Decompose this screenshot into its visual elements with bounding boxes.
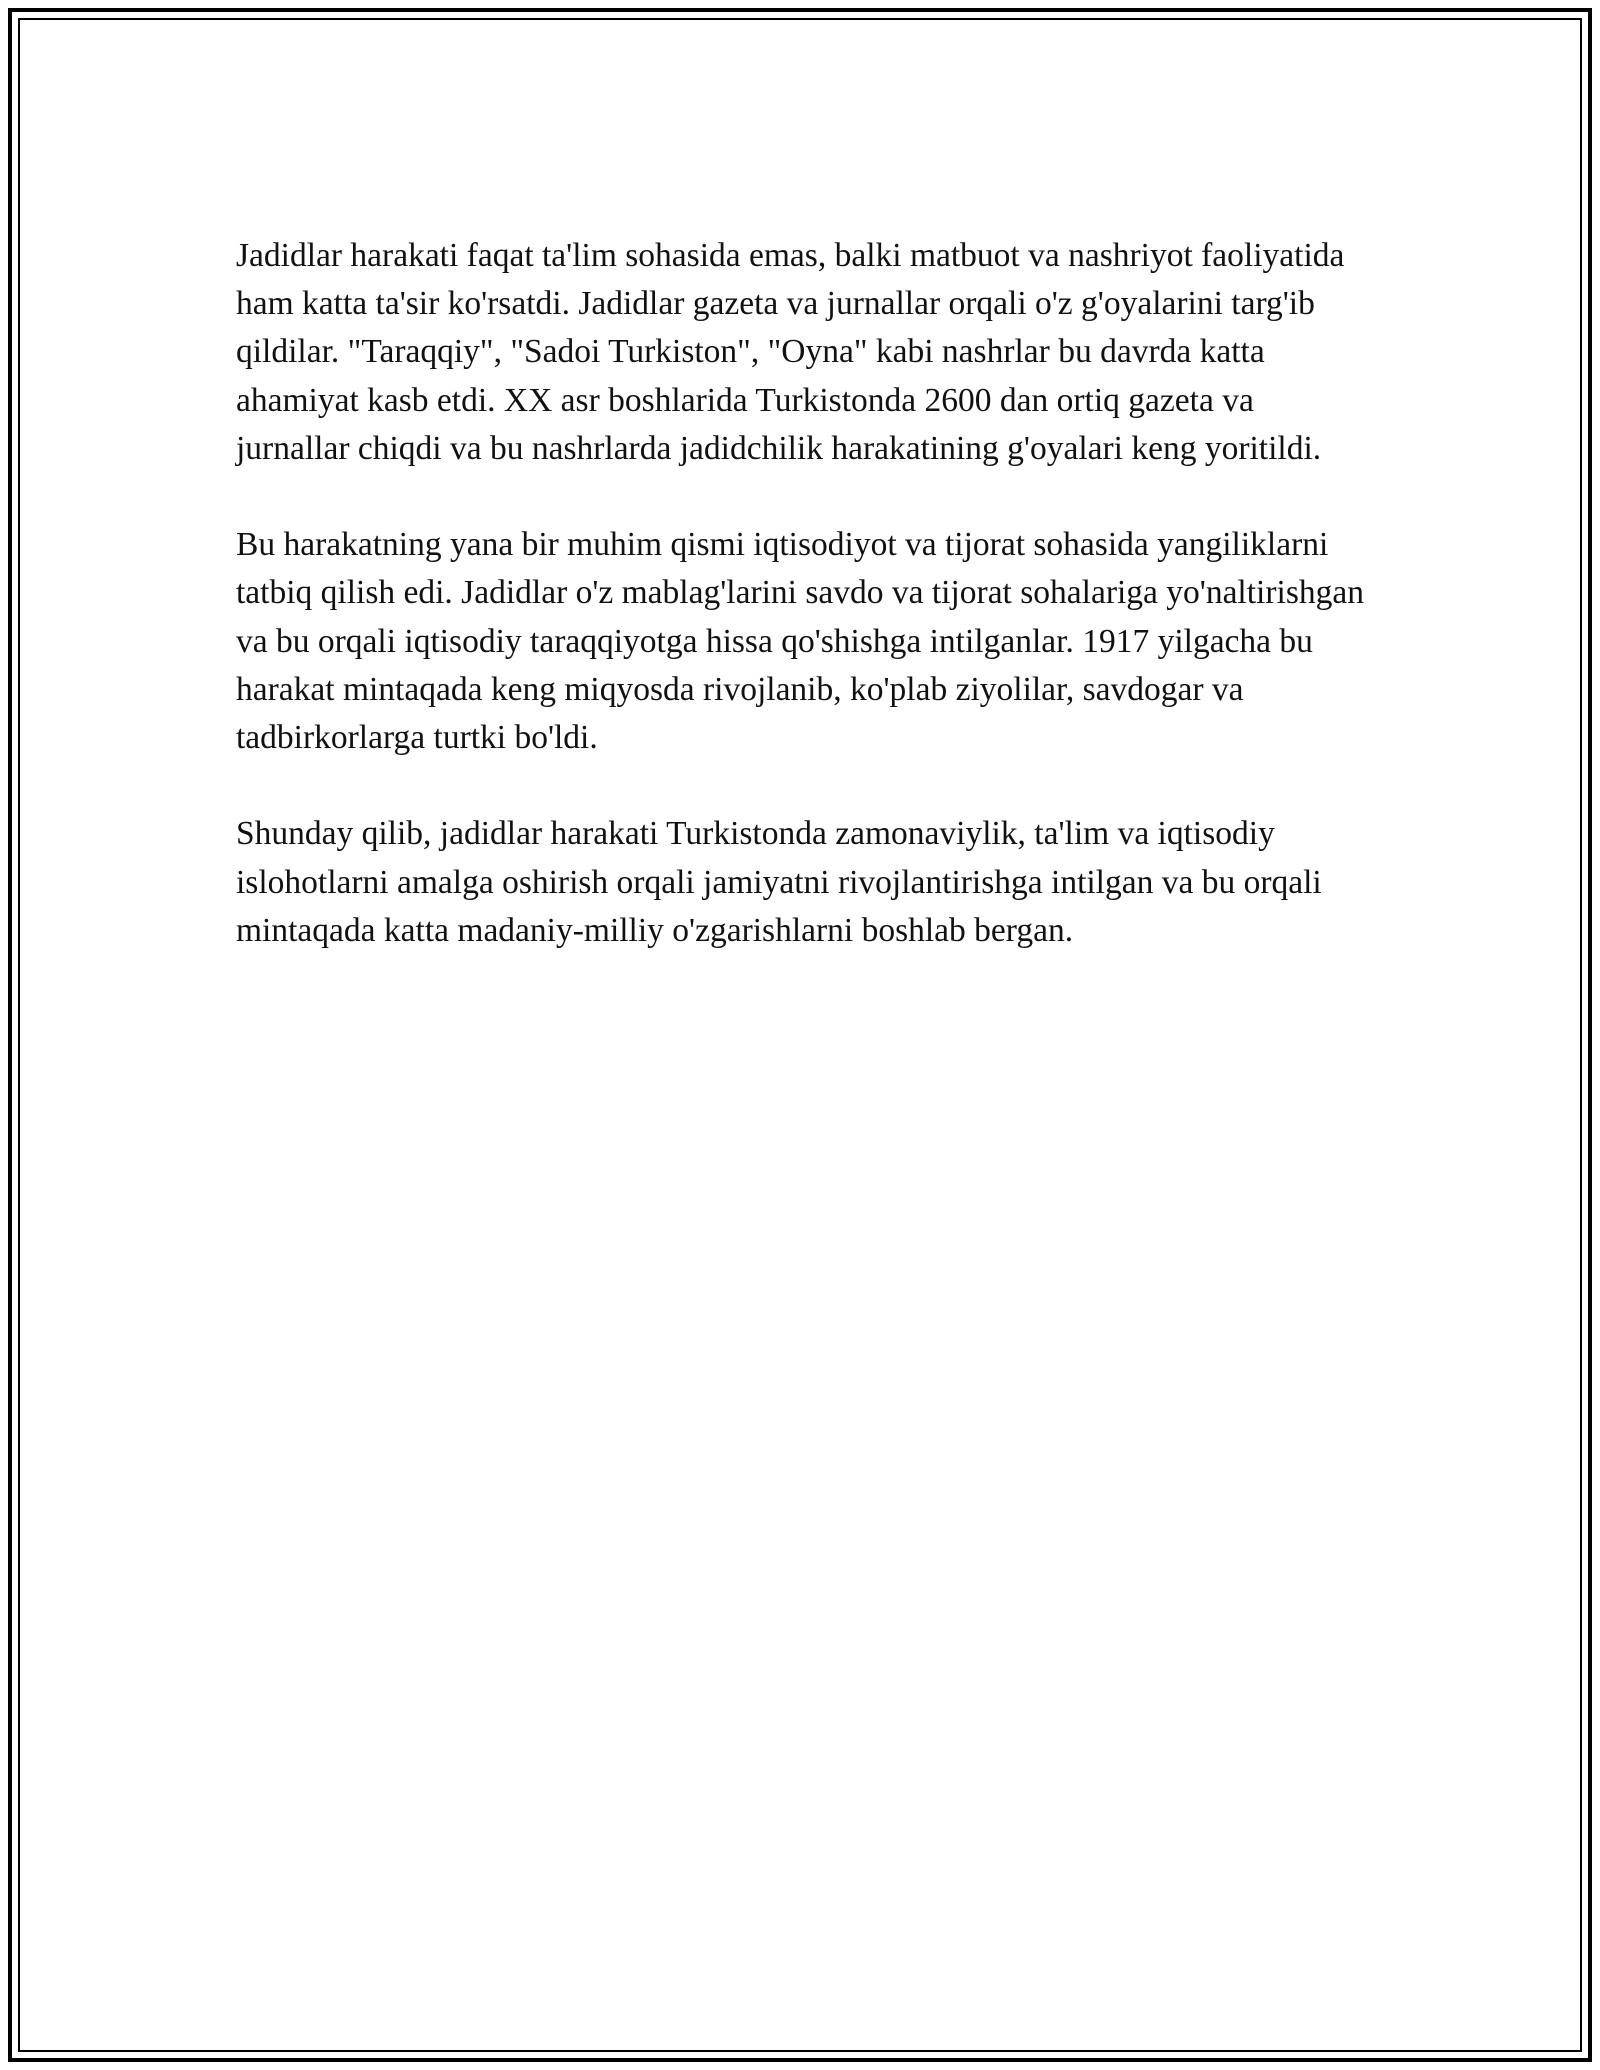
paragraph-economy: Bu harakatning yana bir muhim qismi iqtisodiyot va tijorat sohasida yangiliklarni tatbiq qilish edi. Jadidlar o'z mablag'larini savdo va tijorat sohalariga yo'naltirishgan va bu orqali iqtisodiy taraqqiyotga hissa qo'shishga intilganlar. 1917 yilgacha bu harakat mintaqada keng miqyosda rivojlanib, ko'plab ziyolilar, savdogar va tadbirkorlarga turtki bo'ldi. bbox=[236, 526, 1364, 757]
paragraph-conclusion: Shunday qilib, jadidlar harakati Turkistonda zamonaviylik, ta'lim va iqtisodiy islohotlarni amalga oshirish orqali jamiyatni rivojlantirishga intilgan va bu orqali mintaqada katta madaniy-milliy o'zgarishlarni boshlab bergan. bbox=[236, 815, 1322, 949]
document-body bbox=[236, 232, 1366, 1003]
paragraph-press: Jadidlar harakati faqat ta'lim sohasida emas, balki matbuot va nashriyot faoliyatida ham katta ta'sir ko'rsatdi. Jadidlar gazeta va jurnallar orqali o'z g'oyalarini targ'ib qildilar. "Taraqqiy", "Sadoi Turkiston", "Oyna" kabi nashrlar bu davrda katta ahamiyat kasb etdi. XX asr boshlarida Turkistonda 2600 dan ortiq gazeta va jurnallar chiqdi va bu nashrlarda jadidchilik harakatining g'oyalari keng yoritildi. bbox=[236, 237, 1345, 467]
